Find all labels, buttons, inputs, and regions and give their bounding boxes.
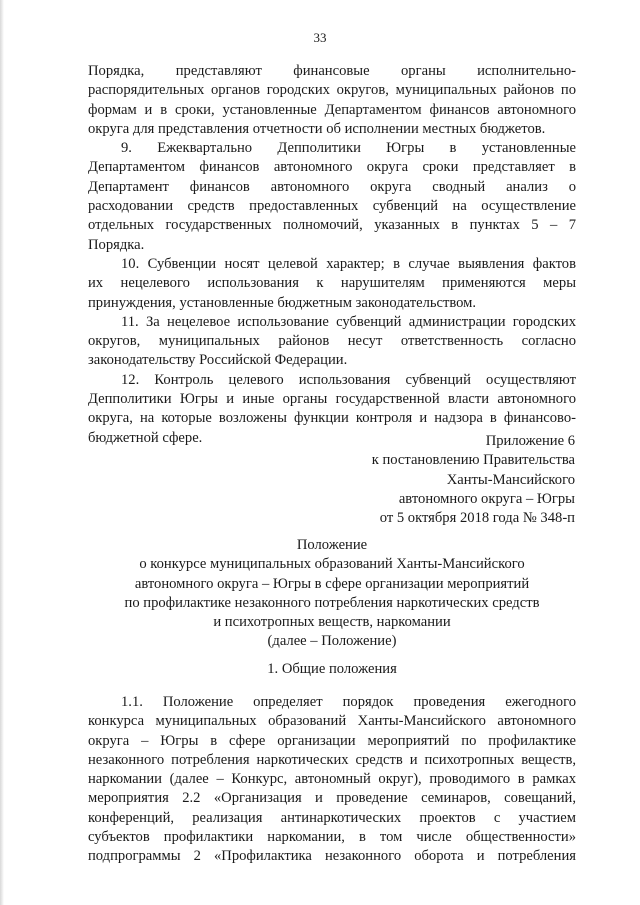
paragraph-line: незаконного потребления наркотических средств и психотропных веществ, xyxy=(88,751,576,768)
paragraph-line: принуждения, установленные бюджетным законодательством. xyxy=(88,294,477,311)
appendix-line: автономного округа – Югры xyxy=(398,490,575,507)
paragraph-line: конкурса муниципальных образований Ханты-Мансийского автономного xyxy=(88,713,576,730)
title-line: (далее – Положение) xyxy=(267,633,397,650)
paragraph-line: округа – Югры в сфере организации мероприятий по профилактике xyxy=(88,732,576,749)
title-line: о конкурсе муниципальных образований Ханты-Мансийского xyxy=(139,556,525,573)
paragraph-line: их нецелевого использования к нарушителям применяются меры xyxy=(88,275,576,292)
paragraph-line: округов, муниципальных районов несут ответственность согласно xyxy=(88,333,576,350)
paragraph-line: 11. За нецелевое использование субвенций администрации городских xyxy=(121,313,576,330)
paragraph-line: субъектов профилактики наркомании, в том числе общественности» xyxy=(88,829,576,846)
paragraph-line: наркомании (далее – Конкурс, автономный округ), проводимого в рамках xyxy=(88,771,576,788)
paragraph-line: Департаментом финансов автономного округа сроки представляет в xyxy=(88,159,576,176)
paragraph-line: распорядительных органов городских округов, муниципальных районов по xyxy=(88,82,576,99)
appendix-line: Ханты-Мансийского xyxy=(446,471,575,488)
paragraph-line: мероприятия 2.2 «Организация и проведение семинаров, совещаний, xyxy=(88,790,576,807)
paragraph-line: округа для представления отчетности об исполнении местных бюджетов. xyxy=(88,120,546,137)
paragraph-line: отдельных государственных полномочий, указанных в пунктах 5 – 7 xyxy=(88,217,576,234)
paragraph-line: 10. Субвенции носят целевой характер; в случае выявления фактов xyxy=(121,255,576,272)
title-line: автономного округа – Югры в сфере организации мероприятий xyxy=(134,575,530,592)
appendix-header xyxy=(300,432,575,528)
page-number: 33 xyxy=(313,30,327,45)
paragraph-line: формам и в сроки, установленные Департаментом финансов автономного xyxy=(88,101,576,118)
paragraph-line: бюджетной сфере. xyxy=(88,429,203,446)
paragraph-line: 9. Ежеквартально Депполитики Югры в установленные xyxy=(121,140,576,157)
document-title xyxy=(88,536,576,652)
title-line: Положение xyxy=(296,537,368,553)
title-line: по профилактике незаконного потребления наркотических средств xyxy=(124,594,540,611)
paragraph-line: конференций, реализация антинаркотических проектов с участием xyxy=(88,809,576,826)
paragraph-line: Департамент финансов автономного округа сводный анализ о xyxy=(88,178,576,195)
page-edge-shadow xyxy=(0,0,4,905)
appendix-line: к постановлению Правительства xyxy=(371,452,575,469)
paragraph-line: законодательству Российской Федерации. xyxy=(88,352,348,369)
appendix-line: Приложение 6 xyxy=(485,433,575,449)
body-text-bottom xyxy=(88,693,576,867)
body-text-top xyxy=(88,62,576,448)
paragraph-line: 1.1. Положение определяет порядок проведения ежегодного xyxy=(121,694,576,710)
appendix-line: от 5 октября 2018 года № 348-п xyxy=(379,510,575,527)
section-heading: 1. Общие положения xyxy=(267,661,397,677)
paragraph-line: Порядка. xyxy=(88,236,145,253)
paragraph-line: округа, на которые возложены функции контроля и надзора в финансово- xyxy=(88,410,576,427)
paragraph-line: расходовании средств предоставленных субвенций на осуществление xyxy=(88,198,576,215)
paragraph-line: Порядка, представляют финансовые органы исполнительно- xyxy=(88,63,576,79)
paragraph-line: 12. Контроль целевого использования субвенций осуществляют xyxy=(121,371,576,388)
title-line: и психотропных веществ, наркомании xyxy=(213,614,451,631)
paragraph-line: подпрограммы 2 «Профилактика незаконного оборота и потребления xyxy=(88,848,576,865)
paragraph-line: Депполитики Югры и иные органы государственной власти автономного xyxy=(88,391,576,408)
